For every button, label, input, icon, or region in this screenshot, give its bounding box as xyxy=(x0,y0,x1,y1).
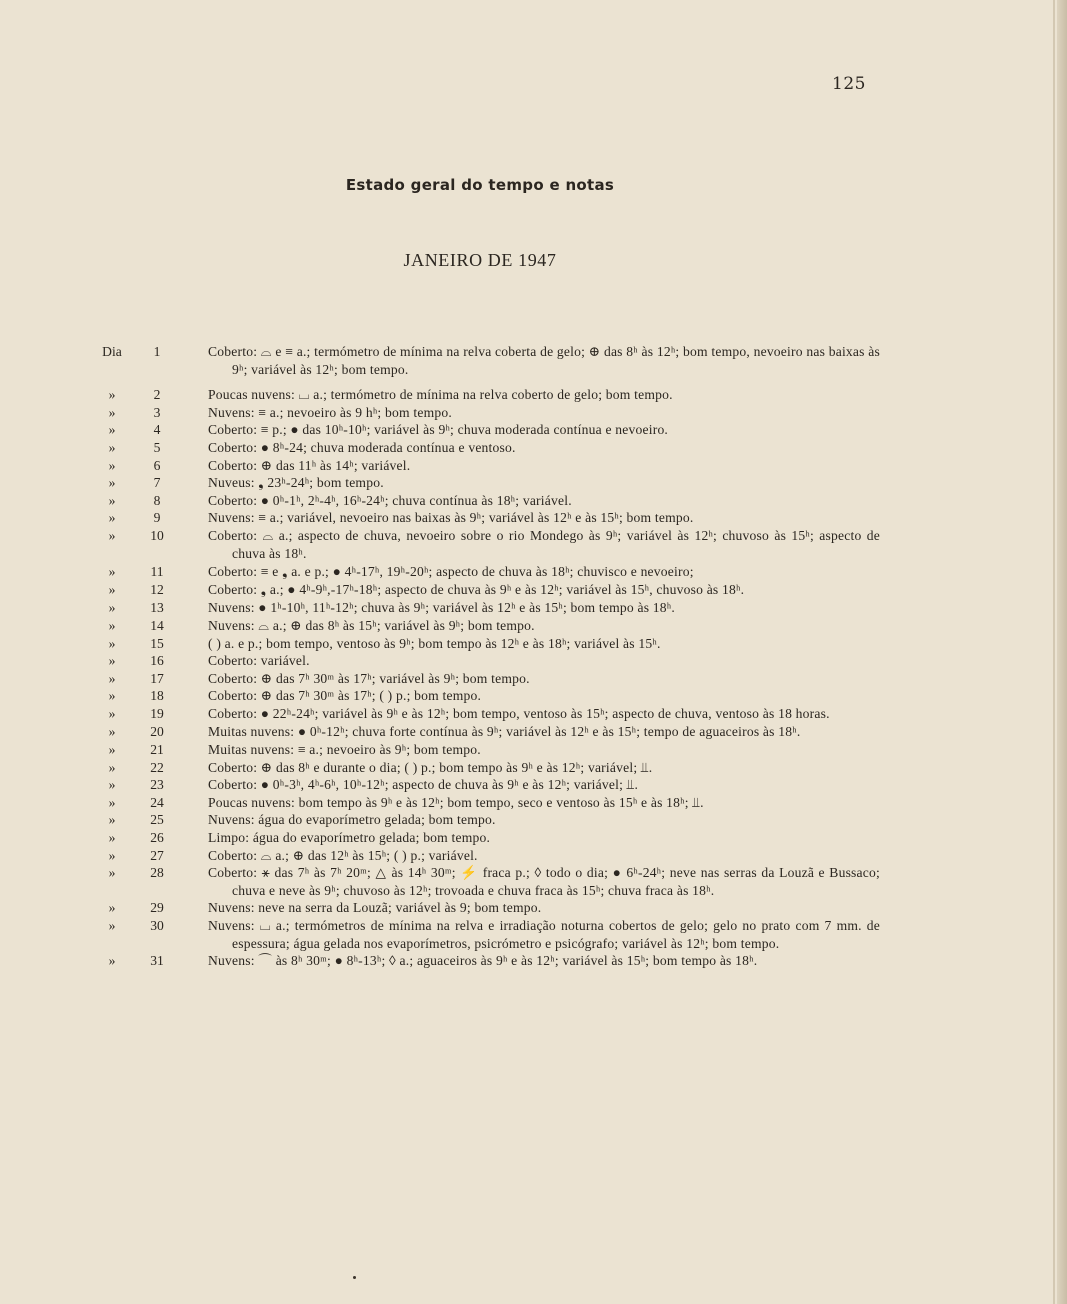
row-label: Dia xyxy=(102,344,122,359)
day-number: 17 xyxy=(150,670,164,686)
log-row xyxy=(90,343,880,378)
day-number: 12 xyxy=(150,581,164,597)
row-label: » xyxy=(108,527,116,543)
log-row xyxy=(90,670,880,688)
row-label: » xyxy=(108,404,116,420)
row-label: » xyxy=(108,653,116,669)
log-row xyxy=(90,917,880,952)
log-row xyxy=(90,705,880,723)
day-notes: Nuvens: ≡ a.; variável, nevoeiro nas baixas às 9ʰ; variável às 12ʰ e às 15ʰ; bom tempo. xyxy=(208,510,694,526)
day-notes: Coberto: ● 8ʰ-24; chuva moderada contínua e ventoso. xyxy=(208,439,516,455)
day-number: 23 xyxy=(150,777,164,793)
day-notes: Coberto: ⊕ das 8ʰ e durante o dia; ( ) p.; bom tempo às 9ʰ e às 12ʰ; variável; ⫫. xyxy=(208,759,653,775)
day-number: 10 xyxy=(150,527,164,543)
log-row xyxy=(90,581,880,599)
day-notes: Muitas nuvens: ≡ a.; nevoeiro às 9ʰ; bom tempo. xyxy=(208,742,481,758)
row-label: » xyxy=(108,865,116,881)
row-label: » xyxy=(108,617,116,633)
row-label: » xyxy=(108,475,116,491)
log-row xyxy=(90,794,880,812)
log-row xyxy=(90,457,880,475)
day-notes: Coberto: ⊕ das 7ʰ 30ᵐ às 17ʰ; variável às 9ʰ; bom tempo. xyxy=(208,670,530,686)
day-number: 26 xyxy=(150,830,164,846)
page-title: Estado geral do tempo e notas xyxy=(345,176,615,194)
day-number: 1 xyxy=(153,344,161,359)
day-notes: Coberto: ≡ p.; ● das 10ʰ-10ʰ; variável às 9ʰ; chuva moderada contínua e nevoeiro. xyxy=(208,422,669,438)
log-row xyxy=(90,527,880,562)
page-edge-line xyxy=(1053,0,1055,1304)
log-row xyxy=(90,776,880,794)
page-subtitle: JANEIRO DE 1947 xyxy=(403,250,557,270)
log-row xyxy=(90,439,880,457)
log-row xyxy=(90,741,880,759)
log-row xyxy=(90,599,880,617)
day-notes: Coberto: ⊕ das 7ʰ 30ᵐ às 17ʰ; ( ) p.; bom tempo. xyxy=(208,688,482,704)
day-notes: Coberto: ⌓ a.; ⊕ das 12ʰ às 15ʰ; ( ) p.; variável. xyxy=(208,847,478,863)
day-number: 9 xyxy=(153,510,161,526)
weather-log xyxy=(90,343,880,970)
day-notes: Nuvens: neve na serra da Louzã; variável às 9; bom tempo. xyxy=(208,900,542,916)
row-label: » xyxy=(108,492,116,508)
log-row xyxy=(90,759,880,777)
day-number: 14 xyxy=(150,617,164,633)
ink-dot xyxy=(353,1276,356,1279)
day-number: 2 xyxy=(153,387,161,403)
row-label: » xyxy=(108,777,116,793)
row-label: » xyxy=(108,900,116,916)
row-label: » xyxy=(108,812,116,828)
log-row xyxy=(90,492,880,510)
page-edge xyxy=(1057,0,1067,1304)
day-notes: Coberto: ❟ a.; ● 4ʰ-9ʰ,-17ʰ-18ʰ; aspecto de chuva às 9ʰ e às 12ʰ; variável às 15ʰ, chuvoso às 18ʰ. xyxy=(208,581,745,597)
row-label: » xyxy=(108,457,116,473)
log-row xyxy=(90,474,880,492)
day-notes: Poucas nuvens: bom tempo às 9ʰ e às 12ʰ; bom tempo, seco e ventoso às 15ʰ e às 18ʰ; ⫫. xyxy=(208,794,704,810)
day-notes: Coberto: ● 22ʰ-24ʰ; variável às 9ʰ e às 12ʰ; bom tempo, ventoso às 15ʰ; aspecto de chuva, ventoso às 18 horas. xyxy=(208,705,830,721)
day-number: 5 xyxy=(153,439,161,455)
log-row xyxy=(90,421,880,439)
row-label: » xyxy=(108,794,116,810)
log-row xyxy=(90,635,880,653)
log-row xyxy=(90,864,880,899)
day-notes: Coberto: ⚹ das 7ʰ às 7ʰ 20ᵐ; △ às 14ʰ 30ᵐ; ⚡ fraca p.; ◊ todo o dia; ● 6ʰ-24ʰ; neve nas serras da Louzã e Bussaco; chuva e neve às 9ʰ; chuvoso às 12ʰ; trovoada e chuva fraca às 15ʰ; chuva fraca às 18ʰ. xyxy=(208,865,880,898)
day-notes: Nuvens: ⌴ a.; termómetros de mínima na relva e irradiação noturna cobertos de gelo; gelo no prato com 7 mm. de espessura; água gelada nos evaporímetros, psicrómetro e psicógrafo; variável às 12ʰ; bom tempo. xyxy=(208,918,880,951)
day-number: 29 xyxy=(150,900,164,916)
day-notes: Poucas nuvens: ⌴ a.; termómetro de mínima na relva coberto de gelo; bom tempo. xyxy=(208,387,673,403)
day-number: 13 xyxy=(150,600,164,616)
day-number: 3 xyxy=(153,404,161,420)
day-number: 4 xyxy=(153,422,161,438)
log-row xyxy=(90,563,880,581)
day-number: 24 xyxy=(150,794,164,810)
row-label: » xyxy=(108,759,116,775)
day-notes: Nuvens: água do evaporímetro gelada; bom tempo. xyxy=(208,812,496,828)
log-row xyxy=(90,829,880,847)
row-label: » xyxy=(108,705,116,721)
day-notes: Muitas nuvens: ● 0ʰ-12ʰ; chuva forte contínua às 9ʰ; variável às 12ʰ e às 15ʰ; tempo de aguaceiros às 18ʰ. xyxy=(208,724,801,740)
day-number: 31 xyxy=(150,953,164,969)
row-label: » xyxy=(108,847,116,863)
log-row xyxy=(90,811,880,829)
day-number: 28 xyxy=(150,865,164,881)
row-label: » xyxy=(108,635,116,651)
row-label: » xyxy=(108,953,116,969)
row-label: » xyxy=(108,581,116,597)
log-row xyxy=(90,617,880,635)
day-notes: Nuvens: ● 1ʰ-10ʰ, 11ʰ-12ʰ; chuva às 9ʰ; variável às 12ʰ e às 15ʰ; bom tempo às 18ʰ. xyxy=(208,600,675,616)
log-row xyxy=(90,509,880,527)
log-row xyxy=(90,723,880,741)
day-number: 27 xyxy=(150,847,164,863)
day-number: 11 xyxy=(150,564,164,580)
day-notes: Coberto: ● 0ʰ-1ʰ, 2ʰ-4ʰ, 16ʰ-24ʰ; chuva contínua às 18ʰ; variável. xyxy=(208,492,572,508)
row-label: » xyxy=(108,918,116,933)
day-number: 18 xyxy=(150,688,164,704)
day-notes: Coberto: variável. xyxy=(208,653,310,669)
log-row xyxy=(90,952,880,970)
day-notes: Nuvens: ⌓ a.; ⊕ das 8ʰ às 15ʰ; variável às 9ʰ; bom tempo. xyxy=(208,617,535,633)
day-number: 8 xyxy=(153,492,161,508)
day-number: 30 xyxy=(150,918,164,933)
day-number: 25 xyxy=(150,812,164,828)
day-number: 21 xyxy=(150,742,164,758)
day-notes: Coberto: ≡ e ❟ a. e p.; ● 4ʰ-17ʰ, 19ʰ-20ʰ; aspecto de chuva às 18ʰ; chuvisco e nevoeiro; xyxy=(208,564,694,580)
day-notes: Coberto: ● 0ʰ-3ʰ, 4ʰ-6ʰ, 10ʰ-12ʰ; aspecto de chuva às 9ʰ e às 12ʰ; variável; ⫫. xyxy=(208,777,639,793)
row-label: » xyxy=(108,510,116,526)
log-row xyxy=(90,386,880,404)
log-row xyxy=(90,652,880,670)
day-notes: Nuvens: ≡ a.; nevoeiro às 9 hʰ; bom tempo. xyxy=(208,404,452,420)
log-row xyxy=(90,404,880,422)
day-notes: Nuvens: ⌒ às 8ʰ 30ᵐ; ● 8ʰ-13ʰ; ◊ a.; aguaceiros às 9ʰ e às 12ʰ; variável às 15ʰ; bom tempo às 18ʰ. xyxy=(208,953,758,969)
day-number: 15 xyxy=(150,635,164,651)
log-row xyxy=(90,899,880,917)
day-number: 19 xyxy=(150,705,164,721)
day-number: 20 xyxy=(150,724,164,740)
row-label: » xyxy=(108,439,116,455)
day-notes: Limpo: água do evaporímetro gelada; bom tempo. xyxy=(208,830,491,846)
day-number: 6 xyxy=(153,457,161,473)
row-label: » xyxy=(108,688,116,704)
day-notes: Coberto: ⊕ das 11ʰ às 14ʰ; variável. xyxy=(208,457,411,473)
day-notes: ( ) a. e p.; bom tempo, ventoso às 9ʰ; bom tempo às 12ʰ e às 18ʰ; variável às 15ʰ. xyxy=(208,635,661,651)
row-label: » xyxy=(108,742,116,758)
row-label: » xyxy=(108,724,116,740)
page-number: 125 xyxy=(832,74,866,94)
row-label: » xyxy=(108,564,116,580)
log-row xyxy=(90,847,880,865)
day-number: 16 xyxy=(150,653,164,669)
day-number: 7 xyxy=(153,475,161,491)
row-label: » xyxy=(108,670,116,686)
day-notes: Nuveus: ❟ 23ʰ-24ʰ; bom tempo. xyxy=(208,475,384,491)
day-number: 22 xyxy=(150,759,164,775)
row-label: » xyxy=(108,830,116,846)
log-row xyxy=(90,687,880,705)
row-label: » xyxy=(108,422,116,438)
day-notes: Coberto: ⌓ e ≡ a.; termómetro de mínima na relva coberta de gelo; ⊕ das 8ʰ às 12ʰ; bom tempo, nevoeiro nas baixas às 9ʰ; variável às 12ʰ; bom tempo. xyxy=(208,344,880,377)
row-label: » xyxy=(108,600,116,616)
row-label: » xyxy=(108,387,116,403)
day-notes: Coberto: ⌓ a.; aspecto de chuva, nevoeiro sobre o rio Mondego às 9ʰ; variável às 12ʰ; chuvoso às 15ʰ; aspecto de chuva às 18ʰ. xyxy=(208,527,880,561)
